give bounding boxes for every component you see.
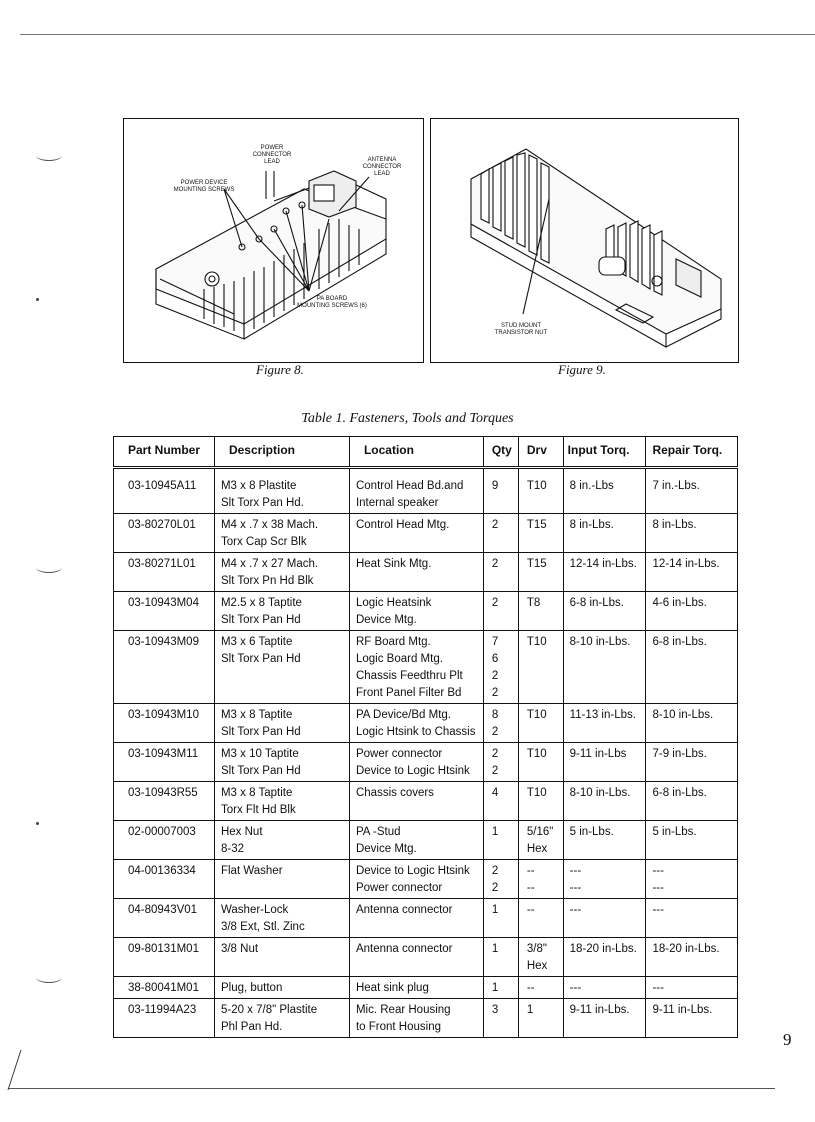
cell-part-number: 03-80270L01 — [114, 514, 215, 553]
cell-qty — [483, 782, 518, 821]
table-row — [114, 782, 738, 821]
figure-9-caption: Figure 9. — [558, 362, 606, 377]
cell-description-line: Slt Torx Pan Hd. — [220, 497, 304, 509]
cell-description-line: Slt Torx Pan Hd — [220, 726, 301, 738]
cell-part-number: 03-10943M09 — [114, 631, 215, 704]
cell-input-torque-line: --- — [569, 904, 582, 916]
cell-description — [214, 704, 349, 743]
cell-drv — [518, 899, 563, 938]
cell-drv — [518, 631, 563, 704]
cell-repair-torque-line: --- — [652, 904, 664, 916]
cell-repair-torque — [646, 977, 738, 999]
cell-repair-torque-line: 12-14 in-Lbs. — [652, 558, 720, 570]
cell-location-line: PA -Stud — [355, 826, 401, 838]
cell-input-torque — [563, 938, 646, 977]
cell-description — [214, 553, 349, 592]
margin-dot — [36, 298, 39, 301]
table-header-row — [114, 437, 738, 468]
cell-location-line: Device to Logic Htsink — [355, 865, 470, 877]
cell-drv-line: T15 — [526, 519, 547, 531]
cell-part-number: 09-80131M01 — [114, 938, 215, 977]
cell-description — [214, 860, 349, 899]
cell-description-line: Washer-Lock — [220, 904, 289, 916]
cell-repair-torque-line: 8-10 in-Lbs. — [652, 709, 714, 721]
cell-input-torque-line: --- — [569, 882, 582, 894]
cell-location — [349, 592, 483, 631]
cell-location-line: Logic Board Mtg. — [355, 653, 443, 665]
cell-input-torque — [563, 999, 646, 1038]
cell-input-torque — [563, 592, 646, 631]
cell-repair-torque-line: --- — [652, 982, 664, 994]
cell-repair-torque-line: --- — [652, 865, 664, 877]
cell-input-torque-line: 9-11 in-Lbs. — [569, 1004, 630, 1016]
cell-description-line: M3 x 8 Taptite — [220, 787, 293, 799]
table-row — [114, 860, 738, 899]
header-input-torque: Input Torq. — [563, 437, 646, 468]
cell-location-line: Chassis covers — [355, 787, 434, 799]
cell-description-line: 3/8 Ext, Stl. Zinc — [220, 921, 305, 933]
cell-location-line: Heat Sink Mtg. — [355, 558, 432, 570]
cell-part-number: 04-00136334 — [114, 860, 215, 899]
cell-location-line: Antenna connector — [355, 943, 453, 955]
cell-input-torque — [563, 704, 646, 743]
cell-drv — [518, 938, 563, 977]
cell-location-line: Power connector — [355, 882, 443, 894]
margin-mark — [36, 150, 62, 161]
cell-qty — [483, 631, 518, 704]
cell-location — [349, 977, 483, 999]
cell-location-line: Device Mtg. — [355, 614, 417, 626]
corner-mark — [8, 1050, 36, 1090]
cell-repair-torque-line: 8 in-Lbs. — [652, 519, 697, 531]
cell-description-line: M3 x 10 Taptite — [220, 748, 299, 760]
cell-description — [214, 977, 349, 999]
label-stud-mount-1: STUD MOUNT — [501, 323, 541, 329]
cell-input-torque-line: 9-11 in-Lbs — [569, 748, 627, 760]
cell-location-line: Device to Logic Htsink — [355, 765, 470, 777]
cell-location-line: Antenna connector — [355, 904, 453, 916]
cell-repair-torque-line: 5 in-Lbs. — [652, 826, 697, 838]
cell-qty — [483, 592, 518, 631]
cell-description-line: Slt Torx Pn Hd Blk — [220, 575, 314, 587]
label-pa-board-1: PA BOARD — [316, 296, 348, 302]
cell-repair-torque-line: 6-8 in-Lbs. — [652, 787, 707, 799]
scan-line-top — [20, 34, 815, 35]
cell-drv — [518, 782, 563, 821]
cell-location — [349, 860, 483, 899]
cell-part-number: 03-10945A11 — [114, 475, 215, 514]
cell-location — [349, 821, 483, 860]
cell-qty-line: 7 — [491, 636, 499, 648]
margin-mark — [36, 972, 62, 983]
cell-qty — [483, 977, 518, 999]
cell-part-number: 03-10943R55 — [114, 782, 215, 821]
cell-qty-line: 1 — [491, 904, 499, 916]
cell-qty-line: 3 — [491, 1004, 499, 1016]
cell-description-line: Slt Torx Pan Hd — [220, 653, 301, 665]
cell-location-line: Power connector — [355, 748, 443, 760]
cell-location-line: Logic Heatsink — [355, 597, 432, 609]
cell-drv-line: Hex — [526, 960, 548, 972]
cell-part-number: 03-10943M11 — [114, 743, 215, 782]
cell-input-torque-line: --- — [569, 865, 582, 877]
cell-input-torque-line: 6-8 in-Lbs. — [569, 597, 624, 609]
header-description: Description — [214, 437, 349, 468]
cell-drv — [518, 592, 563, 631]
label-antenna-connector-3: LEAD — [374, 171, 390, 177]
cell-qty-line: 2 — [491, 670, 499, 682]
figure-9 — [430, 118, 739, 363]
cell-location — [349, 553, 483, 592]
cell-qty-line: 1 — [491, 943, 499, 955]
fasteners-table — [113, 436, 738, 1038]
table-row — [114, 999, 738, 1038]
cell-qty-line: 1 — [491, 826, 499, 838]
cell-qty-line: 2 — [491, 726, 499, 738]
cell-qty — [483, 475, 518, 514]
cell-description-line: 8-32 — [220, 843, 244, 855]
cell-drv — [518, 475, 563, 514]
cell-location — [349, 514, 483, 553]
cell-repair-torque-line: 7-9 in-Lbs. — [652, 748, 707, 760]
cell-part-number: 03-80271L01 — [114, 553, 215, 592]
cell-qty — [483, 999, 518, 1038]
cell-input-torque-line: 12-14 in-Lbs. — [569, 558, 637, 570]
cell-drv-line: 3/8" — [526, 943, 547, 955]
cell-repair-torque — [646, 821, 738, 860]
table-row — [114, 514, 738, 553]
cell-repair-torque-line: 7 in.-Lbs. — [652, 480, 700, 492]
cell-description — [214, 631, 349, 704]
cell-drv — [518, 553, 563, 592]
cell-input-torque-line: --- — [569, 982, 582, 994]
cell-qty-line: 2 — [491, 519, 499, 531]
cell-qty-line: 2 — [491, 865, 499, 877]
cell-drv — [518, 743, 563, 782]
cell-location — [349, 999, 483, 1038]
table-row — [114, 977, 738, 999]
cell-part-number: 02-00007003 — [114, 821, 215, 860]
cell-qty-line: 2 — [491, 558, 499, 570]
cell-repair-torque-line: 6-8 in-Lbs. — [652, 636, 707, 648]
table-row — [114, 592, 738, 631]
cell-description-line: Torx Flt Hd Blk — [220, 804, 296, 816]
cell-qty-line: 2 — [491, 687, 499, 699]
cell-qty-line: 4 — [491, 787, 499, 799]
table-row — [114, 899, 738, 938]
cell-input-torque-line: 5 in-Lbs. — [569, 826, 614, 838]
cell-repair-torque — [646, 999, 738, 1038]
cell-description — [214, 514, 349, 553]
cell-drv-line: Hex — [526, 843, 548, 855]
cell-drv-line: -- — [526, 982, 535, 994]
cell-qty-line: 6 — [491, 653, 499, 665]
label-power-connector-1: POWER — [260, 145, 284, 151]
cell-repair-torque — [646, 860, 738, 899]
cell-location-line: to Front Housing — [355, 1021, 441, 1033]
cell-drv-line: 1 — [526, 1004, 534, 1016]
header-repair-torque: Repair Torq. — [646, 437, 738, 468]
cell-location — [349, 704, 483, 743]
cell-input-torque-line: 8-10 in-Lbs. — [569, 787, 631, 799]
figure-9-drawing — [431, 119, 738, 362]
cell-drv-line: T15 — [526, 558, 547, 570]
cell-repair-torque-line: 18-20 in-Lbs. — [652, 943, 720, 955]
cell-location — [349, 743, 483, 782]
cell-drv-line: -- — [526, 865, 535, 877]
cell-drv-line: -- — [526, 904, 535, 916]
cell-input-torque — [563, 899, 646, 938]
label-power-device-1: POWER DEVICE — [180, 180, 228, 186]
cell-input-torque — [563, 743, 646, 782]
cell-location-line: Internal speaker — [355, 497, 439, 509]
figure-8-caption: Figure 8. — [256, 362, 304, 377]
cell-description — [214, 899, 349, 938]
cell-input-torque-line: 8 in-Lbs. — [569, 519, 614, 531]
label-antenna-connector-1: ANTENNA — [367, 157, 397, 163]
cell-part-number: 04-80943V01 — [114, 899, 215, 938]
cell-repair-torque-line: 9-11 in-Lbs. — [652, 1004, 713, 1016]
cell-drv-line: T10 — [526, 636, 547, 648]
cell-input-torque — [563, 782, 646, 821]
cell-qty-line: 2 — [491, 765, 499, 777]
cell-input-torque — [563, 821, 646, 860]
cell-location-line: Front Panel Filter Bd — [355, 687, 462, 699]
margin-dot — [36, 822, 39, 825]
cell-qty — [483, 821, 518, 860]
cell-input-torque — [563, 475, 646, 514]
cell-repair-torque — [646, 743, 738, 782]
cell-qty-line: 8 — [491, 709, 499, 721]
cell-location-line: Control Head Bd.and — [355, 480, 464, 492]
cell-qty — [483, 938, 518, 977]
cell-qty — [483, 860, 518, 899]
cell-description — [214, 475, 349, 514]
cell-qty — [483, 743, 518, 782]
cell-location — [349, 475, 483, 514]
cell-description-line: Phl Pan Hd. — [220, 1021, 283, 1033]
cell-description — [214, 938, 349, 977]
cell-description-line: 5-20 x 7/8" Plastite — [220, 1004, 318, 1016]
table-title: Table 1. Fasteners, Tools and Torques — [301, 411, 514, 426]
cell-drv — [518, 704, 563, 743]
cell-description — [214, 821, 349, 860]
cell-repair-torque-line: --- — [652, 882, 664, 894]
label-power-device-2: MOUNTING SCREWS — [173, 187, 235, 193]
header-part-number: Part Number — [114, 437, 215, 468]
table-row — [114, 553, 738, 592]
cell-repair-torque — [646, 514, 738, 553]
cell-description-line: M3 x 8 Plastite — [220, 480, 297, 492]
cell-location — [349, 899, 483, 938]
cell-location-line: Control Head Mtg. — [355, 519, 450, 531]
cell-input-torque-line: 18-20 in-Lbs. — [569, 943, 637, 955]
cell-description-line: Slt Torx Pan Hd — [220, 614, 301, 626]
label-stud-mount-2: TRANSISTOR NUT — [494, 330, 548, 336]
figure-8 — [123, 118, 424, 363]
cell-drv — [518, 999, 563, 1038]
cell-drv-line: T10 — [526, 748, 547, 760]
label-pa-board-2: MOUNTING SCREWS (6) — [297, 303, 367, 309]
cell-part-number: 03-10943M10 — [114, 704, 215, 743]
cell-repair-torque — [646, 631, 738, 704]
cell-location — [349, 782, 483, 821]
cell-repair-torque — [646, 475, 738, 514]
table-row — [114, 821, 738, 860]
cell-repair-torque — [646, 553, 738, 592]
cell-drv — [518, 821, 563, 860]
page-number: 9 — [783, 1030, 792, 1049]
cell-description-line: 3/8 Nut — [220, 943, 259, 955]
table-row — [114, 938, 738, 977]
cell-location-line: Logic Htsink to Chassis — [355, 726, 476, 738]
label-power-connector-2: CONNECTOR — [252, 152, 292, 158]
cell-location-line: PA Device/Bd Mtg. — [355, 709, 451, 721]
cell-part-number: 03-11994A23 — [114, 999, 215, 1038]
cell-description-line: Plug, button — [220, 982, 283, 994]
label-power-connector-3: LEAD — [264, 159, 280, 165]
cell-description-line: Slt Torx Pan Hd — [220, 765, 301, 777]
cell-drv-line: T10 — [526, 709, 547, 721]
cell-drv — [518, 514, 563, 553]
cell-description-line: M3 x 8 Taptite — [220, 709, 293, 721]
cell-repair-torque — [646, 938, 738, 977]
cell-input-torque-line: 11-13 in-Lbs. — [569, 709, 636, 721]
table-row — [114, 743, 738, 782]
cell-input-torque — [563, 860, 646, 899]
header-drv: Drv — [518, 437, 563, 468]
table-row — [114, 475, 738, 514]
cell-input-torque-line: 8-10 in-Lbs. — [569, 636, 631, 648]
header-qty: Qty — [483, 437, 518, 468]
cell-input-torque — [563, 631, 646, 704]
cell-drv-line: 5/16" — [526, 826, 554, 838]
cell-location-line: Heat sink plug — [355, 982, 429, 994]
figure-8-drawing — [124, 119, 423, 362]
cell-location-line: Chassis Feedthru Plt — [355, 670, 463, 682]
cell-qty-line: 1 — [491, 982, 499, 994]
cell-part-number: 38-80041M01 — [114, 977, 215, 999]
margin-mark — [36, 562, 62, 573]
cell-location — [349, 938, 483, 977]
scan-line-bottom — [8, 1088, 775, 1089]
cell-location-line: Device Mtg. — [355, 843, 417, 855]
cell-description-line: M4 x .7 x 27 Mach. — [220, 558, 319, 570]
cell-qty — [483, 553, 518, 592]
cell-description — [214, 782, 349, 821]
cell-description-line: Flat Washer — [220, 865, 283, 877]
cell-input-torque — [563, 977, 646, 999]
cell-description-line: Hex Nut — [220, 826, 263, 838]
cell-description-line: M3 x 6 Taptite — [220, 636, 293, 648]
cell-location-line: RF Board Mtg. — [355, 636, 431, 648]
table-row — [114, 631, 738, 704]
cell-repair-torque — [646, 704, 738, 743]
cell-description-line: Torx Cap Scr Blk — [220, 536, 307, 548]
cell-drv-line: T10 — [526, 787, 547, 799]
cell-drv-line: T10 — [526, 480, 547, 492]
cell-description — [214, 592, 349, 631]
cell-repair-torque-line: 4-6 in-Lbs. — [652, 597, 707, 609]
cell-repair-torque — [646, 782, 738, 821]
cell-drv-line: T8 — [526, 597, 541, 609]
table-row — [114, 704, 738, 743]
cell-location — [349, 631, 483, 704]
cell-input-torque-line: 8 in.-Lbs — [569, 480, 614, 492]
cell-drv-line: -- — [526, 882, 535, 894]
header-location: Location — [349, 437, 483, 468]
cell-input-torque — [563, 553, 646, 592]
cell-description — [214, 743, 349, 782]
cell-drv — [518, 977, 563, 999]
cell-qty — [483, 514, 518, 553]
cell-qty — [483, 899, 518, 938]
cell-qty-line: 9 — [491, 480, 499, 492]
cell-qty-line: 2 — [491, 882, 499, 894]
cell-drv — [518, 860, 563, 899]
cell-part-number: 03-10943M04 — [114, 592, 215, 631]
cell-qty — [483, 704, 518, 743]
cell-location-line: Mic. Rear Housing — [355, 1004, 451, 1016]
cell-description — [214, 999, 349, 1038]
cell-repair-torque — [646, 899, 738, 938]
cell-description-line: M4 x .7 x 38 Mach. — [220, 519, 319, 531]
cell-qty-line: 2 — [491, 748, 499, 760]
cell-input-torque — [563, 514, 646, 553]
cell-repair-torque — [646, 592, 738, 631]
label-antenna-connector-2: CONNECTOR — [362, 164, 402, 170]
table-body — [114, 468, 738, 1038]
cell-description-line: M2.5 x 8 Taptite — [220, 597, 302, 609]
cell-qty-line: 2 — [491, 597, 499, 609]
